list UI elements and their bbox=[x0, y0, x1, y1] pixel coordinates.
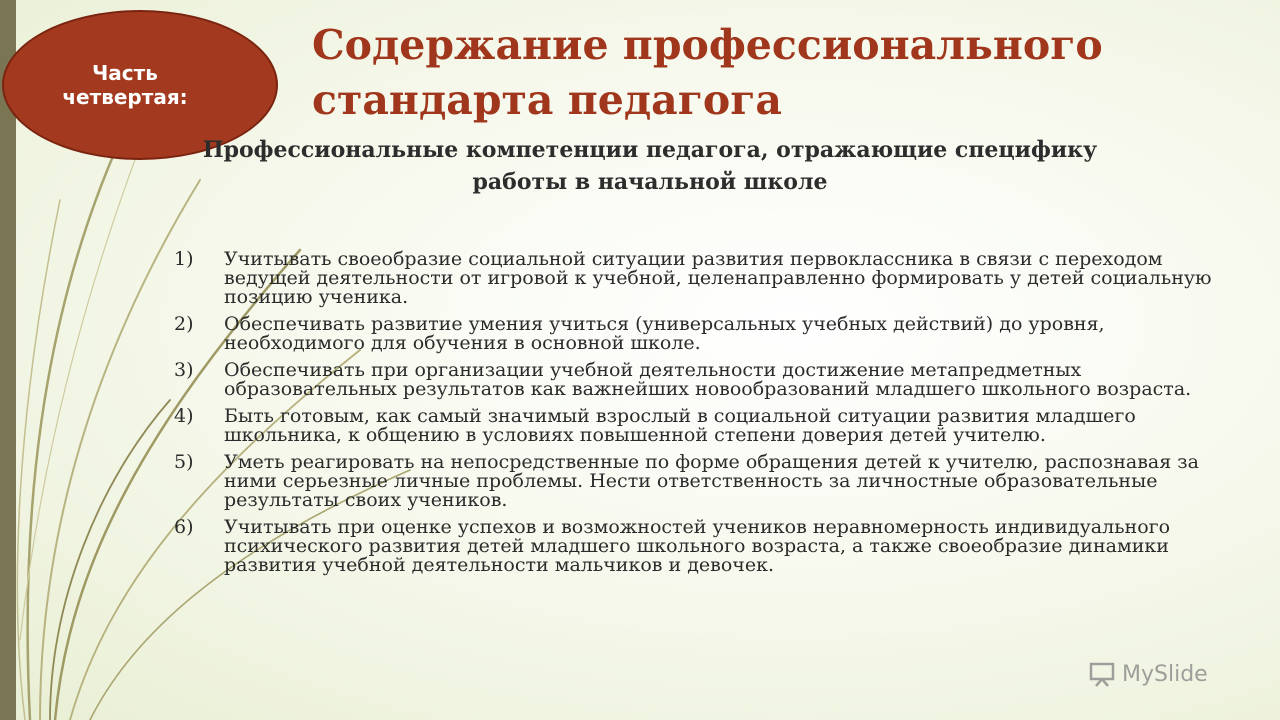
watermark-logo bbox=[1088, 660, 1208, 688]
list-item-number: 3) bbox=[174, 359, 194, 381]
list-item-number: 1) bbox=[174, 248, 194, 270]
list-item-text: Обеспечивать при организации учебной деятельности достижение метапредметных образовательных результатов как важнейших новообразований младшего школьного возраста. bbox=[224, 359, 1192, 400]
list-item bbox=[168, 315, 1228, 353]
list-item-number: 6) bbox=[174, 516, 194, 538]
list-item bbox=[168, 453, 1228, 510]
list-item-text: Уметь реагировать на непосредственные по форме обращения детей к учителю, распознавая за ними серьезные личные проблемы. Нести ответственность за личностные образовательные результаты своих учеников. bbox=[224, 451, 1199, 511]
list-item-number: 4) bbox=[174, 405, 194, 427]
page-title: Содержание профессионального стандарта педагога bbox=[312, 21, 1103, 124]
list-item bbox=[168, 407, 1228, 445]
watermark-text: MySlide bbox=[1122, 661, 1208, 687]
presentation-icon bbox=[1088, 660, 1116, 688]
list-item-text: Быть готовым, как самый значимый взрослый в социальной ситуации развития младшего школьника, к общению в условиях повышенной степени доверия детей учителю. bbox=[224, 405, 1136, 446]
list-item-number: 5) bbox=[174, 451, 194, 473]
list-item bbox=[168, 250, 1228, 307]
list-item-text: Учитывать своеобразие социальной ситуации развития первоклассника в связи с переходом ведущей деятельности от игровой к учебной, целенаправленно формировать у детей социальную позицию ученика. bbox=[224, 248, 1212, 308]
page-subtitle: Профессиональные компетенции педагога, отражающие специфику работы в начальной школе bbox=[202, 137, 1098, 195]
list-item-text: Учитывать при оценке успехов и возможностей учеников неравномерность индивидуального психического развития детей младшего школьного возраста, а также своеобразие динамики развития учебной деятельности мальчиков и девочек. bbox=[224, 516, 1171, 576]
competency-list bbox=[168, 250, 1228, 583]
list-item-number: 2) bbox=[174, 313, 194, 335]
list-item-text: Обеспечивать развитие умения учиться (универсальных учебных действий) до уровня, необходимого для обучения в основной школе. bbox=[224, 313, 1105, 354]
list-item bbox=[168, 518, 1228, 575]
section-badge-label: Часть четвертая: bbox=[62, 61, 188, 109]
list-item bbox=[168, 361, 1228, 399]
